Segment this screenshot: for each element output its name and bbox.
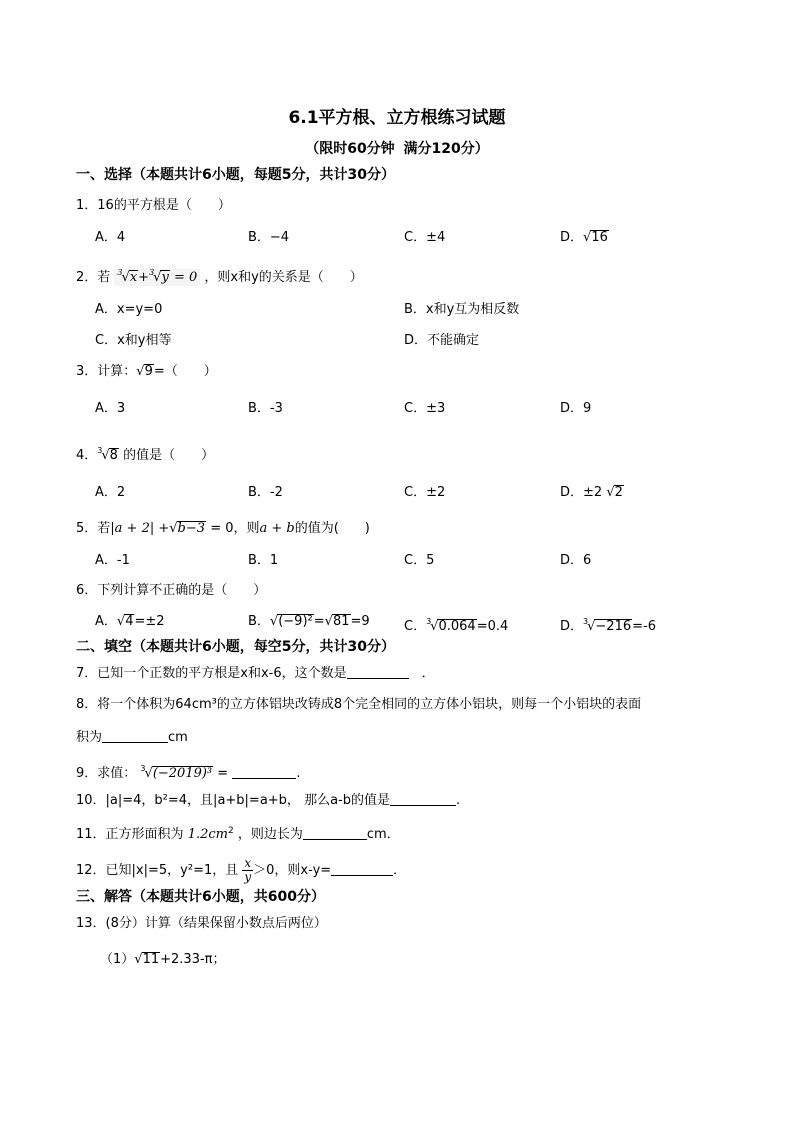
radicand: 16 (591, 230, 608, 245)
answer-blank[interactable] (390, 792, 456, 806)
question-6-option-b: B．√(−9)²=√81=9 (248, 614, 370, 629)
question-4-option-a: A．2 (95, 485, 126, 500)
question-5-option-d: D．6 (560, 553, 592, 568)
question-13-part-1: （1）√11+2.33-π； (100, 952, 226, 967)
question-11: 11．正方形面积为 $1.2cm^2$ ，则边长为 cm． (76, 826, 400, 842)
question-1-option-c: C．±4 (404, 230, 446, 245)
question-3-option-c: C．±3 (404, 401, 446, 416)
question-1-stem: 1．16的平方根是（ ） (76, 198, 231, 213)
question-6-stem: 6．下列计算不正确的是（ ） (76, 583, 267, 598)
question-1-option-a: A．4 (95, 230, 126, 245)
question-1-option-d: D．√16 (560, 230, 608, 245)
question-6-option-d: D．$^3$√−216=-6 (560, 617, 656, 634)
fraction: $\frac{x}{y}$ (244, 856, 252, 884)
question-6-option-a: A．√4=±2 (95, 614, 165, 629)
section-heading-answer: 三、解答（本题共计6小题，共600分） (76, 889, 325, 905)
question-2-option-c: C．x和y相等 (95, 333, 172, 348)
section-heading-fill: 二、填空（本题共计6小题，每空5分，共计30分） (76, 639, 395, 655)
question-9: 9．求值： $^3$√(−2019)³ = . (76, 764, 301, 781)
question-4-stem: 4．$^3$√8 的值是（ ） (76, 446, 215, 463)
page-subtitle: （限时60分钟 满分120分） (305, 141, 489, 157)
question-5-option-c: C．5 (404, 553, 435, 568)
answer-blank[interactable] (331, 862, 393, 876)
question-4-option-d: D．±2 √2 (560, 485, 623, 500)
question-3-option-b: B．-3 (248, 401, 283, 416)
equation: $^3$√x+$^3$√y = 0 (114, 269, 200, 286)
question-7: 7．已知一个正数的平方根是x和x-6，这个数是 ． (76, 666, 435, 681)
question-5-option-a: A．-1 (95, 553, 130, 568)
question-10: 10．|a|=4，b²=4，且|a+b|=a+b， 那么a-b的值是 . (76, 793, 461, 808)
question-13-stem: 13．(8分）计算（结果保留小数点后两位） (76, 916, 327, 931)
page-title: 6.1平方根、立方根练习试题 (288, 108, 506, 128)
question-8-line-2: 积为 cm (76, 730, 188, 745)
question-6-option-c: C．$^3$√0.064=0.4 (404, 617, 509, 634)
question-3-option-d: D．9 (560, 401, 592, 416)
answer-blank[interactable] (347, 665, 409, 679)
answer-blank[interactable] (303, 826, 367, 840)
question-5-option-b: B．1 (248, 553, 279, 568)
question-4-option-c: C．±2 (404, 485, 446, 500)
question-2-option-b: B．x和y互为相反数 (404, 302, 520, 317)
section-heading-choice: 一、选择（本题共计6小题，每题5分，共计30分） (76, 167, 395, 183)
question-12: 12．已知|x|=5，y²=1，且 $\frac{x}{y}$ ＞0，则x-y= ． (76, 856, 407, 884)
question-3-stem: 3．计算：√9=（ ） (76, 364, 217, 379)
question-1-option-b: B．−4 (248, 230, 290, 245)
question-2-stem: 2．若 $^3$√x+$^3$√y = 0 ，则x和y的关系是（ ） (76, 268, 363, 285)
question-2-option-a: A．x=y=0 (95, 302, 163, 317)
answer-blank[interactable] (102, 729, 168, 743)
question-3-option-a: A．3 (95, 401, 126, 416)
question-5-stem: 5．若|a + 2| +√b−3 = 0，则a + b的值为( ) (76, 521, 370, 536)
question-2-option-d: D．不能确定 (404, 333, 480, 348)
answer-blank[interactable] (232, 765, 296, 779)
question-8-line-1: 8．将一个体积为64cm³的立方体铝块改铸成8个完全相同的立方体小铝块，则每一个小铝块的表面 (76, 697, 642, 712)
question-4-option-b: B．-2 (248, 485, 283, 500)
